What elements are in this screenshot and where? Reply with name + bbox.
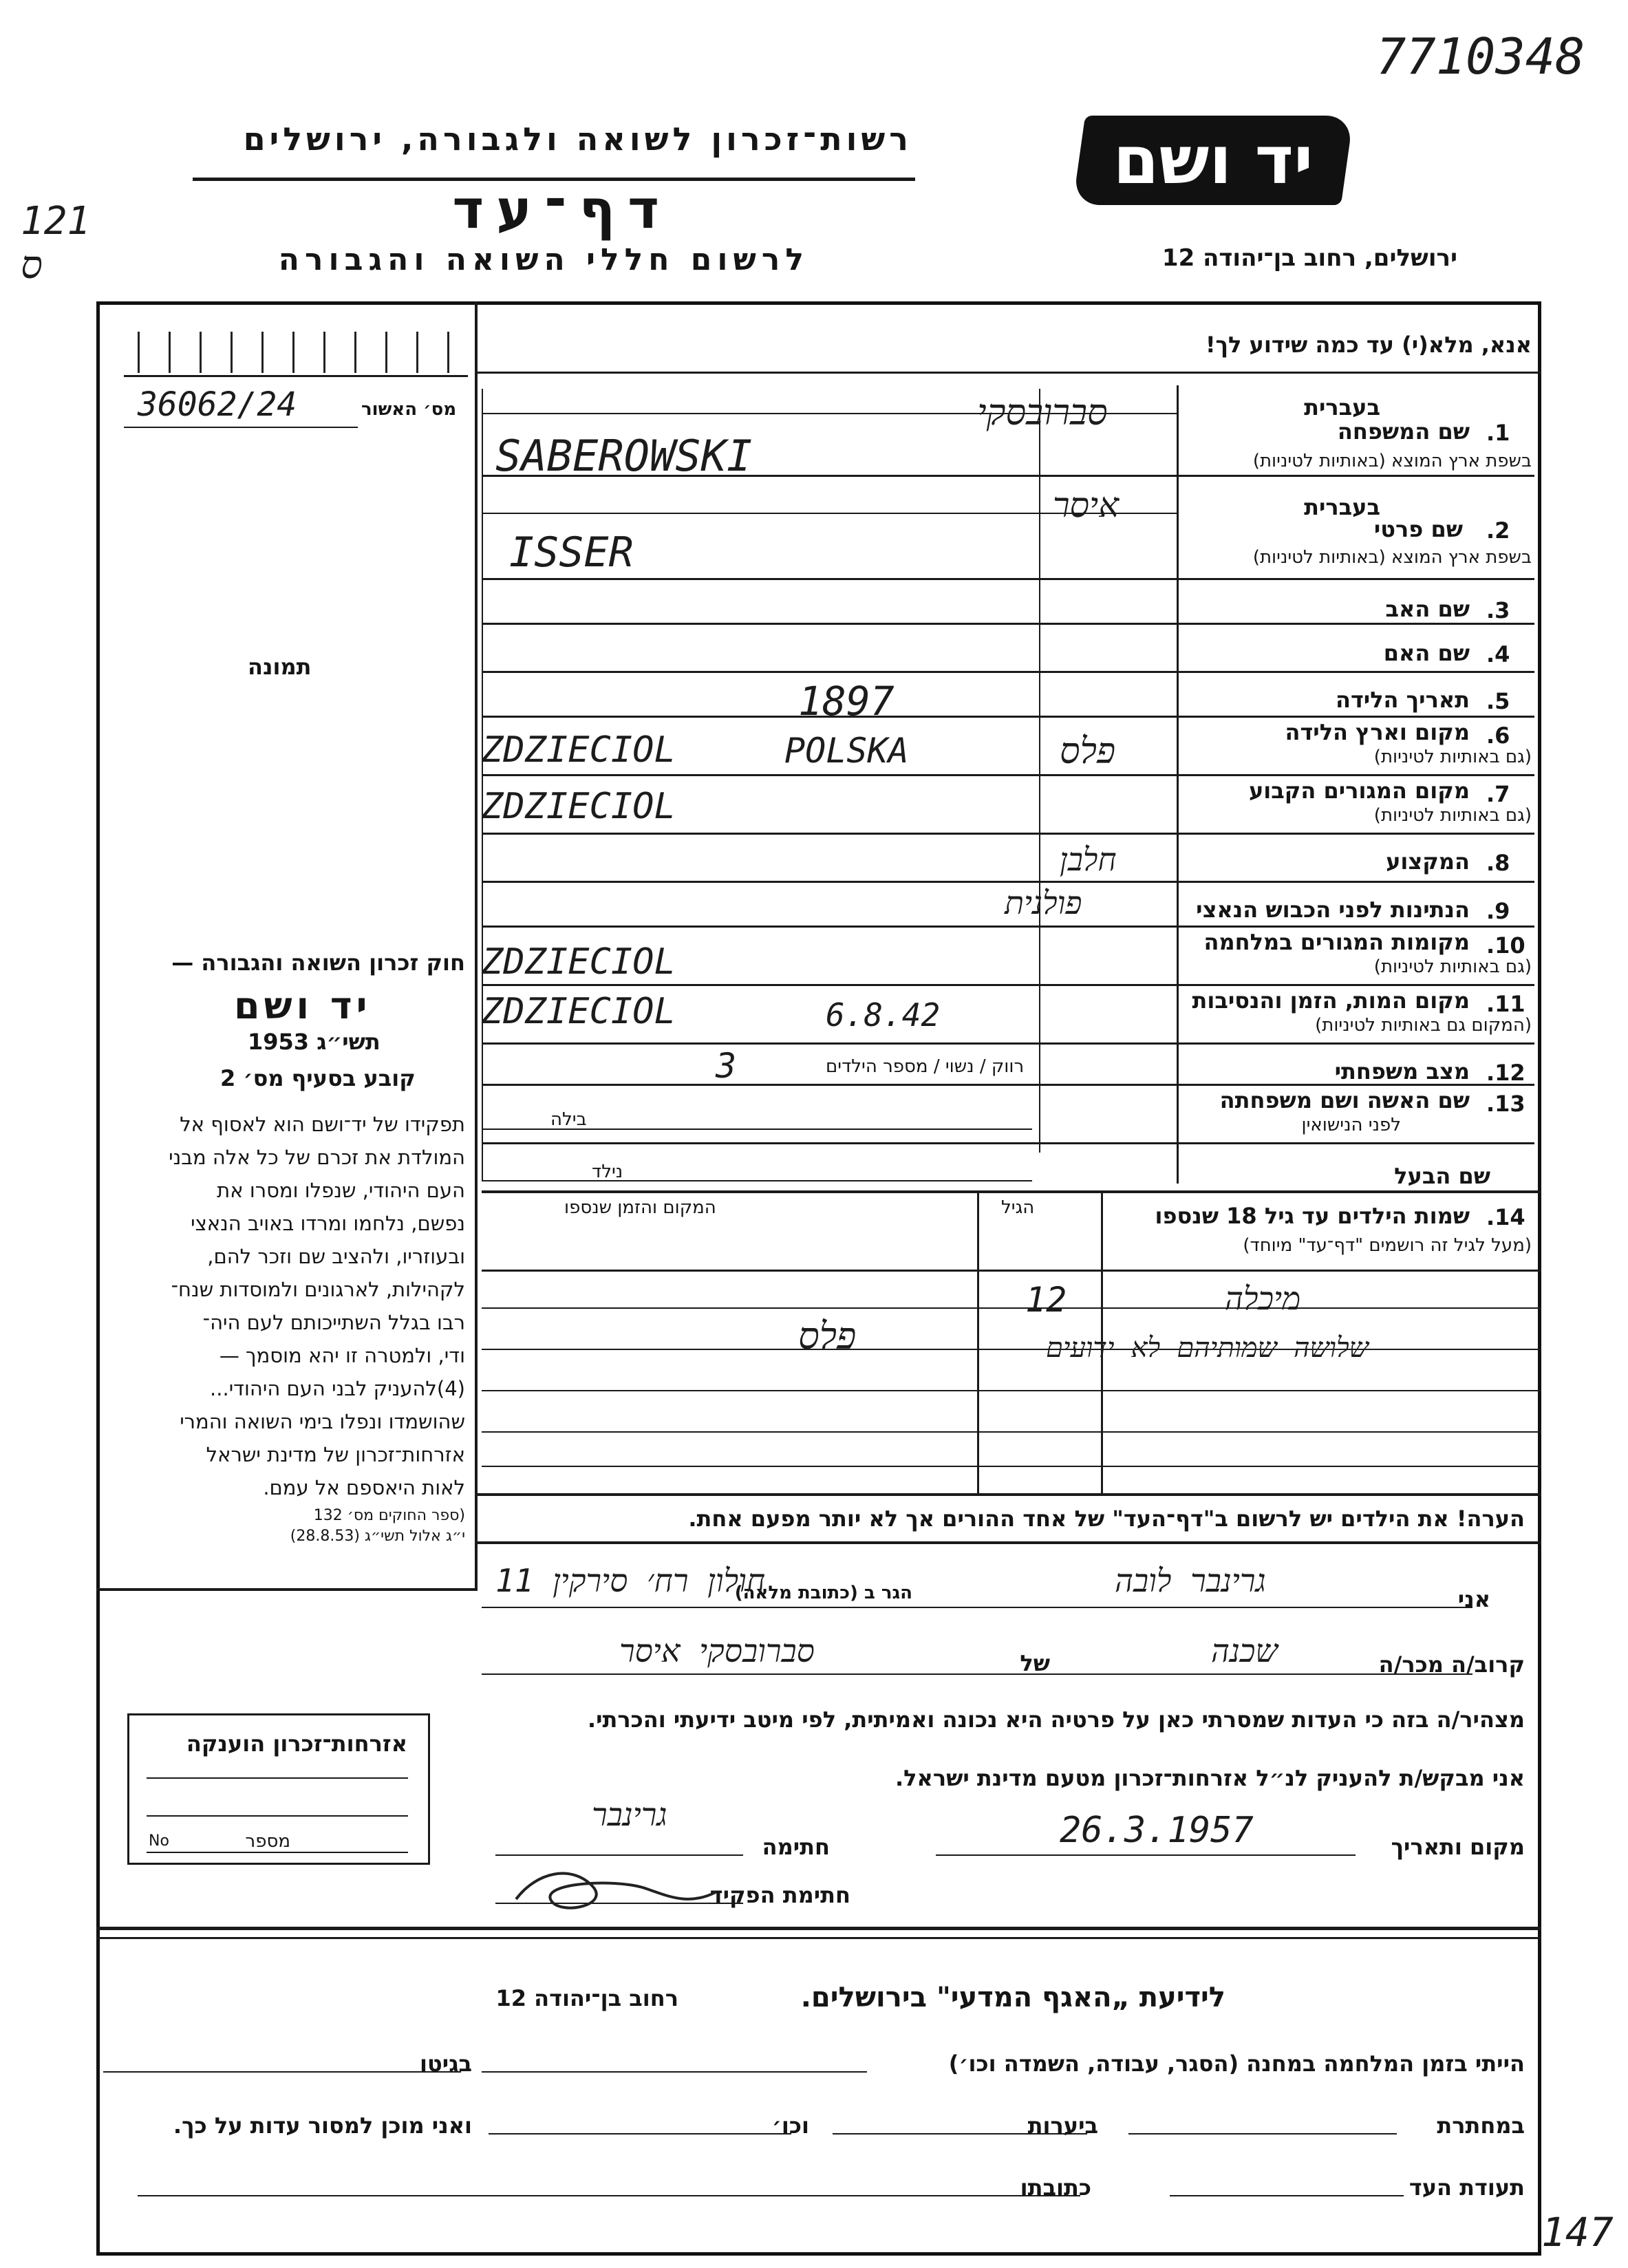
stamp-number: 7710348 [1376,28,1585,85]
answer-birth-year: 1897 [798,678,895,725]
answer-birth-mark: פלס [1060,731,1116,772]
field-row-3: 3. [1486,597,1510,623]
field-note: בשפת ארץ המוצא (באותיות לטיניות) [1252,451,1532,471]
field-row-4: 4. [1486,641,1510,667]
photo-label: תמונה [248,654,312,680]
answer-wartime-place: ZDZIECIOL [482,941,676,983]
declarant-i-label: אני [1457,1586,1490,1612]
answer-nationality: פולנית [1005,884,1082,921]
header-address: ירושלים, רחוב בן־יהודה 12 [1161,244,1457,272]
answer-surname-latin: SABEROWSKI [495,431,753,481]
answer-residence: ZDZIECIOL [482,786,676,827]
citizenship-box: אזרחות־זכרון הוענקה מספר No [127,1713,430,1865]
approval-number-value: 36062/24 [138,385,297,424]
answer-death-place: ZDZIECIOL [482,991,676,1032]
wife-born-label: בילה [550,1109,587,1130]
declarant-of-name: סברובסקי איסר [619,1632,815,1669]
authority-line: רשות־זכרון לשואה ולגבורה, ירושלים [243,120,912,158]
declarant-address: חולון רח׳ סירקין 11 [495,1562,766,1599]
place-date-label: מקום ותאריך [1391,1834,1525,1860]
answer-death-date: 6.8.42 [826,996,941,1034]
form-title: דף־עד [452,179,672,241]
margin-note: 121 ס [21,199,91,288]
form-subtitle: לרשום חללי השואה והגבורה [278,242,809,277]
field-row-12: 12. [1486,1060,1525,1086]
official-signature-label: חתימת הפקיד [709,1882,850,1908]
child-age: 12 [1025,1280,1067,1320]
field-label: שם המשפחה [1337,418,1470,445]
field-row-9: 9. [1486,898,1510,924]
child-name: מיכלה [1225,1280,1301,1317]
testimony-offer: ואני מוכן למסור עדות על כך. [173,2112,472,2139]
place-date-value: 26.3.1957 [1060,1810,1254,1851]
children-note: (מעל לגיל זה רושמים "דף־עד" מיוחד) [1243,1235,1532,1256]
marital-options: רווק / נשוי / מספר הילדים [826,1056,1025,1077]
relation-label: קרוב/ה מכר/ה [1378,1651,1525,1678]
ghetto-label: בגיטו [420,2051,472,2077]
yad-vashem-logo: יד ושם [1073,116,1353,205]
camp-line-label: הייתי בזמן המלחמה במחנה (הסגר, עבודה, השמדה וכו׳) [948,2051,1525,2077]
field-row-5: 5. [1486,688,1510,714]
declarant-name: גרינבר לובה [1115,1562,1266,1599]
bottom-title: לידיעת „האגף המדעי" בירושלים. [800,1982,1225,2013]
note-line: הערה! את הילדים יש לרשום ב"דף־העד" של אחד ההורים אך לא יותר מפעם אחת. [688,1506,1525,1532]
answer-given-hebrew: איסר [1053,485,1120,525]
child-note: שלושה שמותיהם לא ידועים [1046,1332,1369,1364]
witness-address-label: כתובתו [1020,2174,1091,2201]
answer-given-latin: ISSER [509,528,634,577]
forests-label: ביערות [1027,2112,1098,2139]
request-text: אני מבקש/ת להעניק לנ״ל אזרחות־זכרון מטעם מדינת ישראל. [895,1765,1525,1791]
declaration-text: מצהיר/ה בזה כי העדות שמסרתי כאן על פרטיה היא נכונה ואמיתית, לפי מיטב ידיעתי והכרתי. [587,1707,1525,1733]
instruction-text: אנא, מלא(י) עד כמה שידוע לך! [1205,332,1532,358]
signature-label: חתימה [762,1834,830,1860]
page-mark: 147 [1541,2209,1614,2256]
answer-birth-place: ZDZIECIOL [482,729,676,771]
answer-children-count: 3 [716,1046,737,1086]
answer-profession: חלבן [1060,841,1117,878]
underground-label: במחתרת [1437,2112,1525,2139]
signature-value: גרינבר [592,1796,667,1833]
left-column-divider [475,301,478,1588]
age-header: הגיל [1001,1197,1035,1218]
children-label: שמות הילדים עד גיל 18 שנספו [1155,1203,1470,1229]
children-num: 14. [1486,1204,1525,1230]
resident-label: הגר ב (כתובת מלאה) [734,1583,912,1603]
approval-number-label: מס׳ האשור [361,399,457,420]
field-row-8: 8. [1486,850,1510,876]
place-header: המקום והזמן שנספו [564,1197,716,1218]
official-signature-scribble [509,1858,729,1920]
declarant-relation: שכנה [1211,1632,1278,1669]
husband-born-label: נילד [592,1162,623,1182]
answer-surname-hebrew: סברובסקי [977,392,1108,434]
field-tag: בעברית [1304,394,1380,420]
witness-id-label: תעודת העד [1409,2174,1525,2201]
answer-birth-country: POLSKA [784,731,909,771]
child-place: פלס [798,1314,857,1358]
husband-label: שם הבעל [1394,1163,1490,1189]
field-label-divider [1177,385,1179,1184]
etc-label: וכו׳ [771,2112,809,2139]
instruction-rule [475,372,1541,374]
bottom-address: רחוב בן־יהודה 12 [495,1985,678,2011]
of-label: של [1020,1650,1050,1676]
